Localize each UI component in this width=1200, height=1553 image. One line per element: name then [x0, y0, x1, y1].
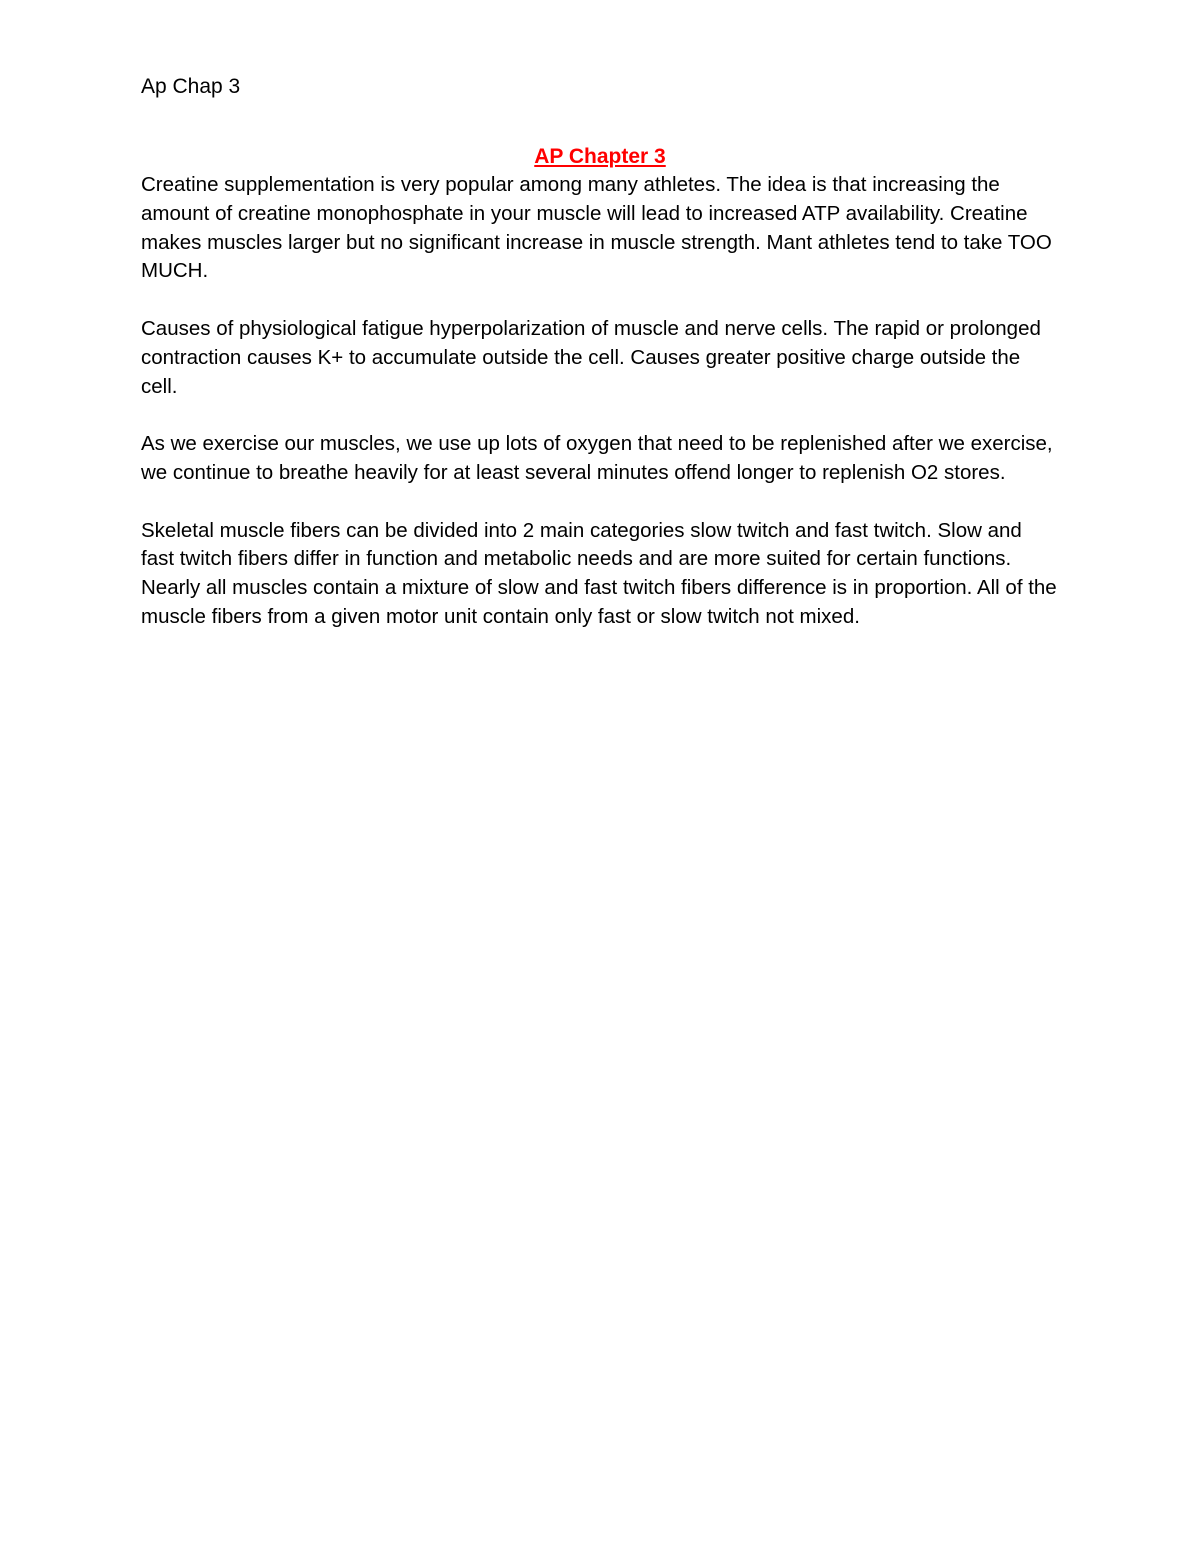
document-body	[141, 142, 1059, 661]
paragraph-creatine: Creatine supplementation is very popular among many athletes. The idea is that increasing the amount of creatine monophosphate in your muscle will lead to increased ATP availability. Creatine makes muscles larger but no significant increase in muscle strength. Mant athletes tend to take TOO MUCH.	[141, 173, 1052, 283]
paragraph-fatigue: Causes of physiological fatigue hyperpolarization of muscle and nerve cells. The rapid or prolonged contraction causes K+ to accumulate outside the cell. Causes greater positive charge outside the cell.	[141, 316, 1041, 398]
document-title: AP Chapter 3	[534, 145, 666, 168]
paragraph-muscle-fibers: Skeletal muscle fibers can be divided into 2 main categories slow twitch and fast twitch. Slow and fast twitch fibers differ in function and metabolic needs and are more suited for certain functions. Nearly all muscles contain a mixture of slow and fast twitch fibers difference is in proportion. All of the muscle fibers from a given motor unit contain only fast or slow twitch not mixed.	[141, 518, 1057, 628]
paragraph-oxygen: As we exercise our muscles, we use up lots of oxygen that need to be replenished after we exercise, we continue to breathe heavily for at least several minutes offend longer to replenish O2 stores.	[141, 432, 1053, 484]
page-header: Ap Chap 3	[141, 75, 241, 98]
